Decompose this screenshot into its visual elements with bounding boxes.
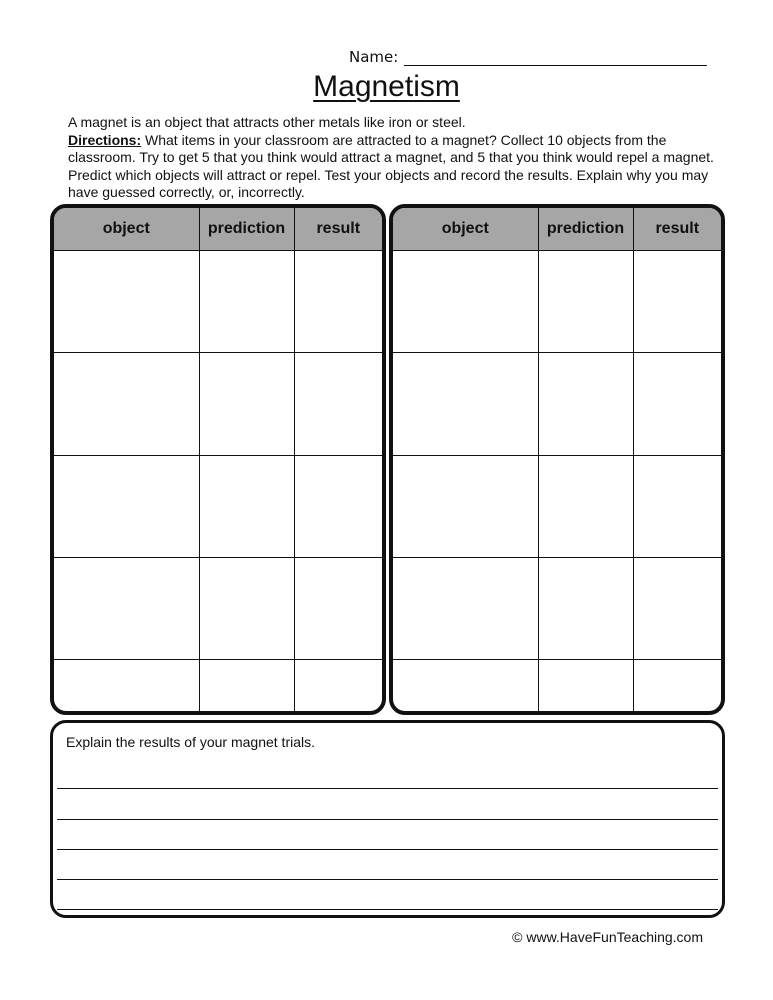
object-cell[interactable] <box>54 353 199 455</box>
object-cell[interactable] <box>393 660 538 711</box>
directions-text: What items in your classroom are attracted to a magnet? Collect 10 objects from the classroom. Try to get 5 that you think would attract a magnet, and 5 that you think would repel a magnet. Predict which objects will attract or repel. Test your objects and record the results. Explain why you may have guessed correctly, or, incorrectly. <box>68 131 714 200</box>
writing-line[interactable] <box>57 879 718 880</box>
result-cell[interactable] <box>294 353 382 455</box>
result-cell[interactable] <box>294 660 382 711</box>
table-header-row <box>393 208 721 251</box>
prediction-cell[interactable] <box>199 251 294 353</box>
writing-line[interactable] <box>57 788 718 789</box>
writing-line[interactable] <box>57 819 718 820</box>
result-cell[interactable] <box>633 251 721 353</box>
object-cell[interactable] <box>54 251 199 353</box>
results-table-right <box>389 204 725 715</box>
table-row <box>393 251 721 353</box>
result-cell[interactable] <box>633 353 721 455</box>
table-row <box>54 353 382 455</box>
object-cell[interactable] <box>54 660 199 711</box>
prediction-cell[interactable] <box>538 557 633 659</box>
results-table-left <box>50 204 386 715</box>
prediction-cell[interactable] <box>538 660 633 711</box>
table-row <box>393 455 721 557</box>
object-cell[interactable] <box>393 251 538 353</box>
object-cell[interactable] <box>393 455 538 557</box>
object-cell[interactable] <box>54 455 199 557</box>
result-cell[interactable] <box>633 557 721 659</box>
copyright-footer: © www.HaveFunTeaching.com <box>512 929 703 945</box>
table-row <box>54 251 382 353</box>
table-row <box>54 660 382 711</box>
prediction-cell[interactable] <box>538 455 633 557</box>
directions-label: Directions: <box>68 131 142 148</box>
result-cell[interactable] <box>294 455 382 557</box>
prediction-cell[interactable] <box>199 660 294 711</box>
object-cell[interactable] <box>393 557 538 659</box>
results-grid-left <box>54 208 382 711</box>
prediction-cell[interactable] <box>199 353 294 455</box>
result-cell[interactable] <box>294 251 382 353</box>
prediction-cell[interactable] <box>199 455 294 557</box>
object-cell[interactable] <box>54 557 199 659</box>
writing-line[interactable] <box>57 849 718 850</box>
result-cell[interactable] <box>294 557 382 659</box>
prediction-cell[interactable] <box>538 353 633 455</box>
table-row <box>393 660 721 711</box>
results-grid-right <box>393 208 721 711</box>
name-row <box>349 44 707 66</box>
header-result: result <box>294 208 382 251</box>
name-input-line[interactable] <box>404 49 707 66</box>
header-prediction: prediction <box>199 208 294 251</box>
result-cell[interactable] <box>633 660 721 711</box>
explain-prompt: Explain the results of your magnet trials. <box>66 734 316 750</box>
header-object: object <box>54 208 199 251</box>
name-label: Name: <box>349 48 399 66</box>
result-cell[interactable] <box>633 455 721 557</box>
object-cell[interactable] <box>393 353 538 455</box>
prediction-cell[interactable] <box>538 251 633 353</box>
directions-paragraph <box>68 132 718 202</box>
table-header-row <box>54 208 382 251</box>
header-prediction: prediction <box>538 208 633 251</box>
prediction-cell[interactable] <box>199 557 294 659</box>
writing-line[interactable] <box>57 909 718 910</box>
explain-box <box>50 720 725 918</box>
table-row <box>54 557 382 659</box>
table-row <box>393 353 721 455</box>
intro-text <box>68 114 718 202</box>
table-row <box>393 557 721 659</box>
magnet-definition: A magnet is an object that attracts other metals like iron or steel. <box>68 114 466 130</box>
header-result: result <box>633 208 721 251</box>
table-row <box>54 455 382 557</box>
header-object: object <box>393 208 538 251</box>
page-title: Magnetism <box>313 70 460 103</box>
